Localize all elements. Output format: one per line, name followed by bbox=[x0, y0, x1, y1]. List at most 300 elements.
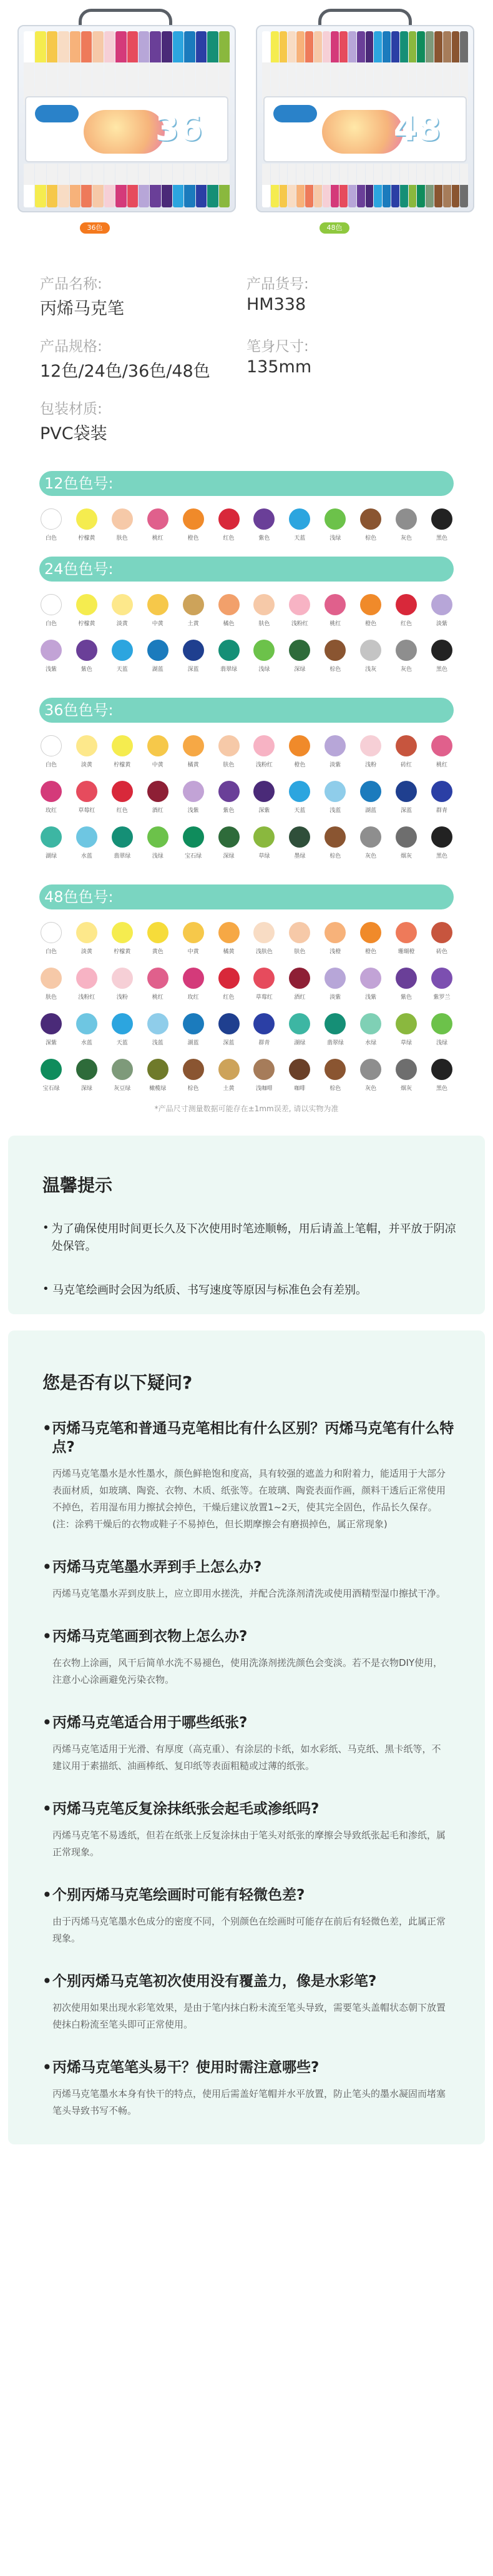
color-swatch bbox=[75, 508, 99, 542]
color-dot bbox=[325, 1013, 346, 1034]
color-dot bbox=[147, 640, 168, 661]
color-swatch bbox=[323, 1059, 347, 1092]
color-swatch bbox=[323, 735, 347, 768]
color-swatch bbox=[146, 1013, 170, 1046]
color-dot bbox=[396, 922, 417, 943]
color-swatch bbox=[430, 735, 454, 768]
color-name: 橙色 bbox=[294, 762, 306, 768]
color-dot bbox=[147, 508, 168, 530]
color-dot bbox=[431, 508, 452, 530]
color-name: 淡紫 bbox=[436, 621, 447, 627]
color-swatch bbox=[359, 508, 383, 542]
color-name: 中黄 bbox=[187, 949, 199, 955]
color-swatch bbox=[75, 640, 99, 673]
color-swatch bbox=[39, 922, 63, 955]
color-name: 深绿 bbox=[223, 853, 235, 859]
color-dot bbox=[289, 735, 310, 756]
brand-logo bbox=[273, 105, 317, 122]
color-dot bbox=[147, 922, 168, 943]
bullet-icon: • bbox=[42, 1973, 52, 1989]
pen-cap bbox=[271, 31, 279, 105]
color-swatch bbox=[430, 594, 454, 627]
color-name: 宝石绿 bbox=[42, 1086, 60, 1092]
color-dot bbox=[183, 1059, 204, 1080]
info-row bbox=[40, 267, 453, 330]
color-swatch bbox=[323, 1013, 347, 1046]
color-name: 橘黄 bbox=[187, 762, 199, 768]
cartoon-illustration bbox=[84, 110, 165, 154]
color-swatch bbox=[39, 735, 63, 768]
faq-question bbox=[42, 1972, 460, 1991]
color-swatch bbox=[288, 735, 311, 768]
color-swatch bbox=[110, 1059, 134, 1092]
pen-cap bbox=[262, 31, 270, 105]
color-dot bbox=[41, 826, 62, 848]
pen-cap bbox=[409, 31, 417, 105]
color-dot bbox=[218, 968, 240, 989]
color-dot bbox=[112, 968, 133, 989]
color-name: 水蓝 bbox=[81, 853, 92, 859]
color-swatch bbox=[146, 968, 170, 1001]
color-name: 天蓝 bbox=[294, 535, 306, 542]
color-swatch bbox=[394, 508, 418, 542]
pen-cap bbox=[24, 164, 34, 207]
swatch-row bbox=[39, 826, 454, 859]
pen-cap bbox=[366, 31, 374, 105]
pen-cap bbox=[70, 164, 81, 207]
pen-cap bbox=[452, 164, 460, 207]
color-dot bbox=[253, 1059, 275, 1080]
color-dot bbox=[325, 826, 346, 848]
color-dot bbox=[41, 735, 62, 756]
color-dot bbox=[76, 640, 97, 661]
color-name: 肤色 bbox=[294, 949, 306, 955]
swatch-row bbox=[39, 781, 454, 814]
color-dot bbox=[112, 1013, 133, 1034]
color-swatch bbox=[217, 826, 241, 859]
faq-answer: 由于丙烯马克笔墨水色成分的密度不同，个别颜色在绘画时可能存在前后有轻微色差，此属正常现象。 bbox=[52, 1916, 446, 1944]
pen-cap bbox=[383, 164, 391, 207]
pen-cap bbox=[173, 31, 183, 105]
color-swatch bbox=[359, 968, 383, 1001]
color-name: 宝石绿 bbox=[185, 853, 202, 859]
pen-cap bbox=[58, 164, 69, 207]
color-swatch bbox=[359, 735, 383, 768]
color-dot bbox=[76, 922, 97, 943]
color-dot bbox=[360, 508, 381, 530]
product-name bbox=[40, 267, 246, 330]
pen-cap bbox=[184, 31, 195, 105]
color-dot bbox=[360, 781, 381, 802]
color-swatch bbox=[359, 826, 383, 859]
color-dot bbox=[253, 922, 275, 943]
color-swatch bbox=[288, 922, 311, 955]
color-swatch bbox=[323, 922, 347, 955]
color-swatch bbox=[110, 508, 134, 542]
product-size bbox=[246, 330, 453, 392]
color-dot bbox=[325, 640, 346, 661]
color-name: 橄榄绿 bbox=[149, 1086, 167, 1092]
color-swatch bbox=[394, 781, 418, 814]
pen-cap bbox=[207, 164, 218, 207]
pen-cap bbox=[24, 31, 34, 105]
pen-cap bbox=[35, 31, 46, 105]
color-dot bbox=[431, 640, 452, 661]
color-name: 浅蓝 bbox=[329, 808, 341, 814]
faq-question-text: 丙烯马克笔反复涂抹纸张会起毛或渗纸吗? bbox=[52, 1801, 320, 1817]
bullet-icon: • bbox=[42, 1420, 52, 1437]
color-swatch bbox=[182, 1059, 205, 1092]
color-dot bbox=[76, 735, 97, 756]
color-dot bbox=[147, 735, 168, 756]
color-swatch bbox=[110, 594, 134, 627]
faq-question-text: 个别丙烯马克笔初次使用没有覆盖力，像是水彩笔? bbox=[52, 1973, 377, 1989]
color-name: 深蓝 bbox=[401, 808, 412, 814]
color-dot bbox=[360, 594, 381, 615]
color-dot bbox=[218, 826, 240, 848]
color-name: 桃红 bbox=[436, 762, 447, 768]
color-dot bbox=[218, 1013, 240, 1034]
color-name: 咖啡 bbox=[294, 1086, 306, 1092]
color-name: 水绿 bbox=[365, 1040, 377, 1046]
item-no-label: 产品货号: bbox=[246, 276, 309, 292]
faq-answer: 在衣物上涂画，风干后简单水洗不易褪色，使用洗涤剂搓洗颜色会变淡。若不是衣物DIY使用，注意小心涂画避免污染衣物。 bbox=[52, 1657, 443, 1685]
pen-cap bbox=[127, 31, 138, 105]
color-swatch bbox=[217, 968, 241, 1001]
color-dot bbox=[325, 968, 346, 989]
color-name: 湖蓝 bbox=[187, 1040, 199, 1046]
tips-title: 温馨提示 bbox=[42, 1175, 113, 1196]
product-info bbox=[0, 267, 493, 460]
section-title: 48色色号: bbox=[39, 884, 454, 909]
color-dot bbox=[183, 968, 204, 989]
color-swatch bbox=[217, 922, 241, 955]
color-name: 紫罗兰 bbox=[433, 994, 451, 1001]
pen-cap bbox=[58, 31, 69, 105]
pen-cap bbox=[92, 164, 103, 207]
pen-cap bbox=[196, 31, 207, 105]
color-swatch bbox=[288, 968, 311, 1001]
bullet-icon: • bbox=[42, 1801, 52, 1817]
color-dot bbox=[325, 1059, 346, 1080]
pen-cap bbox=[314, 31, 322, 105]
color-swatch bbox=[217, 735, 241, 768]
pen-cap bbox=[443, 164, 451, 207]
color-name: 淡黄 bbox=[116, 621, 128, 627]
swatch-row bbox=[39, 1013, 454, 1046]
color-name: 浅粉 bbox=[116, 994, 128, 1001]
color-dot bbox=[112, 594, 133, 615]
color-swatch bbox=[288, 1013, 311, 1046]
pen-cap bbox=[426, 31, 434, 105]
pen-cap bbox=[196, 164, 207, 207]
color-dot bbox=[218, 640, 240, 661]
pen-cap bbox=[434, 164, 442, 207]
color-name: 橙色 bbox=[365, 949, 377, 955]
color-swatch bbox=[252, 508, 276, 542]
color-name: 浅橙 bbox=[329, 949, 341, 955]
color-dot bbox=[253, 508, 275, 530]
color-dot bbox=[360, 922, 381, 943]
color-dot bbox=[325, 594, 346, 615]
color-swatch bbox=[430, 922, 454, 955]
color-name: 黑色 bbox=[436, 666, 447, 673]
pen-cap bbox=[81, 164, 92, 207]
color-swatch bbox=[39, 1013, 63, 1046]
color-name: 酒红 bbox=[294, 994, 306, 1001]
pen-cap bbox=[115, 31, 126, 105]
pen-cap bbox=[35, 164, 46, 207]
faq-item bbox=[42, 1419, 460, 1533]
color-swatch bbox=[146, 826, 170, 859]
color-name: 浅绿 bbox=[152, 853, 164, 859]
color-dot bbox=[431, 1013, 452, 1034]
color-name: 翡翠绿 bbox=[114, 853, 131, 859]
color-swatch bbox=[110, 922, 134, 955]
color-name: 红色 bbox=[223, 535, 235, 542]
color-name: 湖蓝 bbox=[152, 666, 164, 673]
item-no-value: HM338 bbox=[246, 295, 306, 314]
color-swatch bbox=[39, 781, 63, 814]
color-dot bbox=[218, 922, 240, 943]
measurement-note: *产品尺寸测量数据可能存在±1mm误差, 请以实物为准 bbox=[154, 1104, 339, 1113]
color-swatch bbox=[323, 594, 347, 627]
pen-cap bbox=[139, 31, 149, 105]
color-swatch bbox=[252, 968, 276, 1001]
pen-cap bbox=[104, 31, 115, 105]
color-dot bbox=[183, 508, 204, 530]
color-dot bbox=[183, 640, 204, 661]
pen-cap bbox=[426, 164, 434, 207]
color-name: 草莓红 bbox=[78, 808, 95, 814]
bullet-icon: • bbox=[42, 1715, 52, 1731]
color-name: 中黄 bbox=[152, 762, 164, 768]
color-dot bbox=[112, 640, 133, 661]
tip-item bbox=[42, 1282, 485, 1299]
color-swatch bbox=[359, 922, 383, 955]
color-name: 红色 bbox=[223, 994, 235, 1001]
color-name: 棕色 bbox=[329, 1086, 341, 1092]
pen-cap bbox=[383, 31, 391, 105]
swatch-row bbox=[39, 922, 454, 955]
color-swatch bbox=[182, 922, 205, 955]
pen-cap bbox=[305, 164, 313, 207]
color-dot bbox=[360, 968, 381, 989]
color-name: 湖绿 bbox=[294, 1040, 306, 1046]
color-name: 浅绿 bbox=[258, 666, 270, 673]
color-name: 深绿 bbox=[294, 666, 306, 673]
color-dot bbox=[147, 1059, 168, 1080]
color-dot bbox=[289, 781, 310, 802]
color-name: 橙色 bbox=[187, 535, 199, 542]
color-name: 中黄 bbox=[152, 621, 164, 627]
color-name: 土黄 bbox=[187, 621, 199, 627]
color-name: 紫色 bbox=[401, 994, 412, 1001]
tips-card bbox=[8, 1136, 485, 1314]
pen-cap bbox=[104, 164, 115, 207]
pen-cap bbox=[262, 164, 270, 207]
badge-48: 48色 bbox=[320, 222, 349, 234]
faq-question bbox=[42, 2058, 460, 2077]
pen-cap bbox=[460, 164, 468, 207]
color-name: 淡黄 bbox=[81, 949, 92, 955]
color-dot bbox=[325, 508, 346, 530]
color-swatch bbox=[359, 1013, 383, 1046]
pen-ends-36 bbox=[24, 164, 230, 207]
product-spec bbox=[40, 330, 246, 392]
pen-cap bbox=[207, 31, 218, 105]
size-value: 135mm bbox=[246, 357, 312, 377]
color-swatch bbox=[323, 640, 347, 673]
faq-title: 您是否有以下疑问? bbox=[42, 1372, 193, 1393]
color-dot bbox=[76, 1013, 97, 1034]
color-swatch bbox=[394, 735, 418, 768]
pen-cap bbox=[280, 164, 288, 207]
color-swatch bbox=[430, 1013, 454, 1046]
color-name: 灰色 bbox=[365, 1086, 377, 1092]
section-title: 24色色号: bbox=[39, 557, 454, 582]
color-swatch bbox=[394, 826, 418, 859]
color-dot bbox=[183, 826, 204, 848]
color-swatch bbox=[252, 640, 276, 673]
color-dot bbox=[41, 1013, 62, 1034]
faq-answer: 丙烯马克笔墨水弄到皮肤上，应立即用水搓洗，并配合洗涤剂清洗或使用酒精型湿巾擦拭干净。 bbox=[52, 1588, 446, 1599]
color-swatch bbox=[146, 781, 170, 814]
color-swatch bbox=[75, 1013, 99, 1046]
color-swatch bbox=[146, 640, 170, 673]
color-name: 红色 bbox=[116, 808, 128, 814]
pen-cap bbox=[173, 164, 183, 207]
color-name: 橘黄 bbox=[223, 949, 235, 955]
color-swatch bbox=[323, 781, 347, 814]
color-dot bbox=[41, 922, 62, 943]
color-name: 烟灰 bbox=[401, 853, 412, 859]
color-swatch bbox=[288, 1059, 311, 1092]
product-image-48 bbox=[256, 25, 474, 212]
color-swatch bbox=[430, 968, 454, 1001]
color-dot bbox=[360, 1059, 381, 1080]
color-dot bbox=[76, 968, 97, 989]
color-name: 天蓝 bbox=[116, 1040, 128, 1046]
pen-cap bbox=[409, 164, 417, 207]
color-swatch bbox=[359, 1059, 383, 1092]
faq-question-text: 丙烯马克笔和普通马克笔相比有什么区别？丙烯马克笔有什么特点? bbox=[52, 1420, 454, 1455]
color-dot bbox=[41, 1059, 62, 1080]
pen-cap bbox=[357, 31, 365, 105]
pen-cap bbox=[47, 31, 57, 105]
color-swatch bbox=[39, 968, 63, 1001]
color-dot bbox=[289, 640, 310, 661]
pen-cap bbox=[443, 31, 451, 105]
packaging-label: 包装材质: bbox=[40, 401, 102, 417]
color-dot bbox=[183, 922, 204, 943]
color-dot bbox=[76, 508, 97, 530]
color-swatch bbox=[359, 781, 383, 814]
color-dot bbox=[147, 781, 168, 802]
pen-cap bbox=[219, 164, 230, 207]
color-name: 翡翠绿 bbox=[220, 666, 238, 673]
color-name: 灰色 bbox=[401, 535, 412, 542]
color-swatch bbox=[75, 826, 99, 859]
color-dot bbox=[325, 781, 346, 802]
color-dot bbox=[360, 640, 381, 661]
color-swatch bbox=[75, 1059, 99, 1092]
bullet-icon: • bbox=[42, 1221, 49, 1234]
faq-item bbox=[42, 1713, 460, 1775]
color-swatch bbox=[110, 826, 134, 859]
color-swatch bbox=[146, 594, 170, 627]
color-dot bbox=[112, 922, 133, 943]
product-name-label: 产品名称: bbox=[40, 276, 102, 292]
color-name: 橘色 bbox=[223, 621, 235, 627]
section-title: 36色色号: bbox=[39, 698, 454, 723]
pen-cap bbox=[81, 31, 92, 105]
color-name: 草绿 bbox=[401, 1040, 412, 1046]
color-name: 淡黄 bbox=[81, 762, 92, 768]
color-swatch bbox=[182, 640, 205, 673]
color-name: 柠檬黄 bbox=[114, 949, 131, 955]
color-dot bbox=[289, 1013, 310, 1034]
color-dot bbox=[289, 968, 310, 989]
color-name: 灰色 bbox=[365, 853, 377, 859]
faq-item bbox=[42, 1972, 460, 2033]
swatch-row bbox=[39, 1059, 454, 1092]
color-swatch bbox=[217, 781, 241, 814]
color-name: 浅粉红 bbox=[78, 994, 95, 1001]
color-dot bbox=[253, 1013, 275, 1034]
pen-cap bbox=[162, 164, 172, 207]
color-dot bbox=[396, 508, 417, 530]
color-name: 白色 bbox=[45, 762, 57, 768]
color-name: 肤色 bbox=[116, 535, 128, 542]
color-dot bbox=[218, 781, 240, 802]
color-dot bbox=[218, 508, 240, 530]
brand-logo bbox=[35, 105, 79, 122]
faq-question-text: 丙烯马克笔画到衣物上怎么办? bbox=[52, 1628, 248, 1645]
color-swatch bbox=[359, 594, 383, 627]
color-dot bbox=[396, 1013, 417, 1034]
pen-cap bbox=[323, 31, 331, 105]
bullet-icon: • bbox=[42, 2059, 52, 2076]
color-dot bbox=[218, 735, 240, 756]
pen-cap bbox=[400, 31, 408, 105]
pen-ends-48 bbox=[262, 164, 468, 207]
color-swatch bbox=[182, 968, 205, 1001]
color-dot bbox=[396, 640, 417, 661]
pen-cap bbox=[280, 31, 288, 105]
color-dot bbox=[360, 1013, 381, 1034]
color-dot bbox=[218, 594, 240, 615]
pen-cap bbox=[417, 164, 425, 207]
pen-cap bbox=[374, 31, 382, 105]
swatch-row bbox=[39, 640, 454, 673]
color-name: 深蓝 bbox=[223, 1040, 235, 1046]
color-name: 浅粉 bbox=[365, 762, 377, 768]
color-dot bbox=[253, 826, 275, 848]
color-name: 酒红 bbox=[152, 808, 164, 814]
color-name: 浅粉红 bbox=[255, 762, 273, 768]
color-name: 白色 bbox=[45, 535, 57, 542]
color-name: 灰色 bbox=[401, 666, 412, 673]
color-dot bbox=[41, 968, 62, 989]
color-name: 草莓红 bbox=[255, 994, 273, 1001]
color-name: 肤色 bbox=[258, 621, 270, 627]
color-name: 浅紫 bbox=[187, 808, 199, 814]
faq-question bbox=[42, 1886, 460, 1905]
pen-cap bbox=[127, 164, 138, 207]
color-dot bbox=[253, 735, 275, 756]
color-swatch bbox=[252, 1059, 276, 1092]
